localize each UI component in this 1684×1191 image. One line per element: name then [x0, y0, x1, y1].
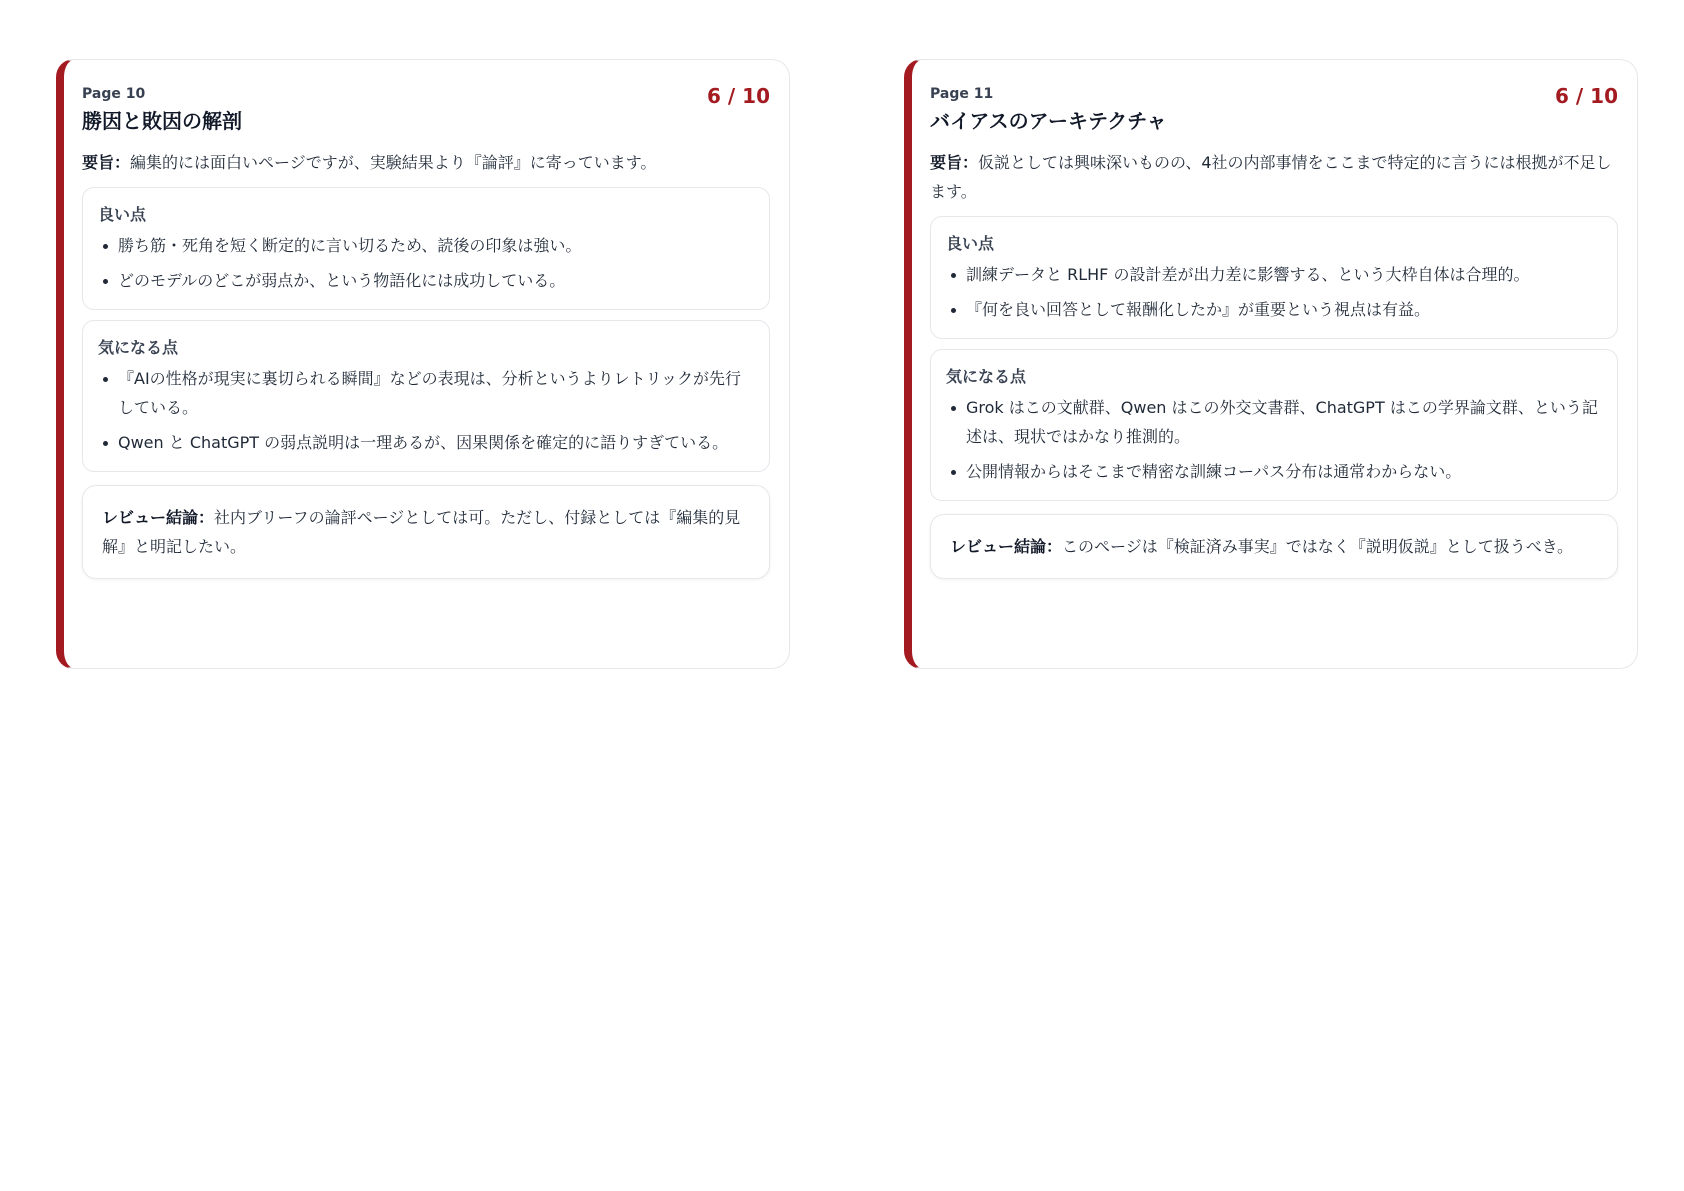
good-points-title: 良い点	[946, 234, 995, 253]
verdict-key: レビュー結論：	[950, 537, 1063, 556]
review-grid	[56, 59, 1638, 669]
verdict-box	[82, 485, 770, 579]
good-points-title: 良い点	[98, 205, 147, 224]
summary-text: 編集的には面白いページですが、実験結果より『論評』に寄っています。	[130, 153, 657, 172]
list-item: Qwen と ChatGPT の弱点説明は一理あるが、因果関係を確定的に語りすぎている。	[98, 428, 753, 457]
concerns-box	[930, 349, 1618, 501]
summary-key: 要旨：	[930, 153, 979, 172]
page-label: Page 11	[930, 86, 994, 102]
page-label: Page 10	[82, 86, 146, 102]
list-item: 『AIの性格が現実に裏切られる瞬間』などの表現は、分析というよりレトリックが先行している。	[98, 364, 753, 422]
card-title: バイアスのアーキテクチャ	[930, 109, 1167, 133]
summary-key: 要旨：	[82, 153, 131, 172]
summary	[82, 148, 770, 177]
list-item: どのモデルのどこが弱点か、という物語化には成功している。	[98, 266, 753, 295]
concerns-list	[98, 364, 753, 457]
summary-text: 仮説としては興味深いものの、4社の内部事情をここまで特定的に言うには根拠が不足します。	[930, 153, 1612, 201]
review-card-page-10	[56, 59, 790, 669]
summary	[930, 148, 1618, 206]
card-header	[930, 86, 1618, 134]
score-badge: 6 / 10	[707, 84, 770, 108]
list-item: 訓練データと RLHF の設計差が出力差に影響する、という大枠自体は合理的。	[946, 260, 1601, 289]
list-item: 『何を良い回答として報酬化したか』が重要という視点は有益。	[946, 295, 1601, 324]
concerns-title: 気になる点	[946, 367, 1027, 386]
score-badge: 6 / 10	[1555, 84, 1618, 108]
verdict-text: このページは『検証済み事実』ではなく『説明仮説』として扱うべき。	[1062, 537, 1574, 556]
concerns-title: 気になる点	[98, 338, 179, 357]
good-points-list	[946, 260, 1601, 324]
good-points-box	[82, 187, 770, 310]
card-header	[82, 86, 770, 134]
verdict-text: 社内ブリーフの論評ページとしては可。ただし、付録としては『編集的見解』と明記したい。	[102, 508, 741, 556]
good-points-list	[98, 231, 753, 295]
verdict-key: レビュー結論：	[102, 508, 215, 527]
list-item: Grok はこの文献群、Qwen はこの外交文書群、ChatGPT はこの学界論文群、という記述は、現状ではかなり推測的。	[946, 393, 1601, 451]
concerns-box	[82, 320, 770, 472]
card-title: 勝因と敗因の解剖	[82, 109, 242, 133]
verdict-box	[930, 514, 1618, 579]
concerns-list	[946, 393, 1601, 486]
review-card-page-11	[904, 59, 1638, 669]
list-item: 公開情報からはそこまで精密な訓練コーパス分布は通常わからない。	[946, 457, 1601, 486]
list-item: 勝ち筋・死角を短く断定的に言い切るため、読後の印象は強い。	[98, 231, 753, 260]
good-points-box	[930, 216, 1618, 339]
